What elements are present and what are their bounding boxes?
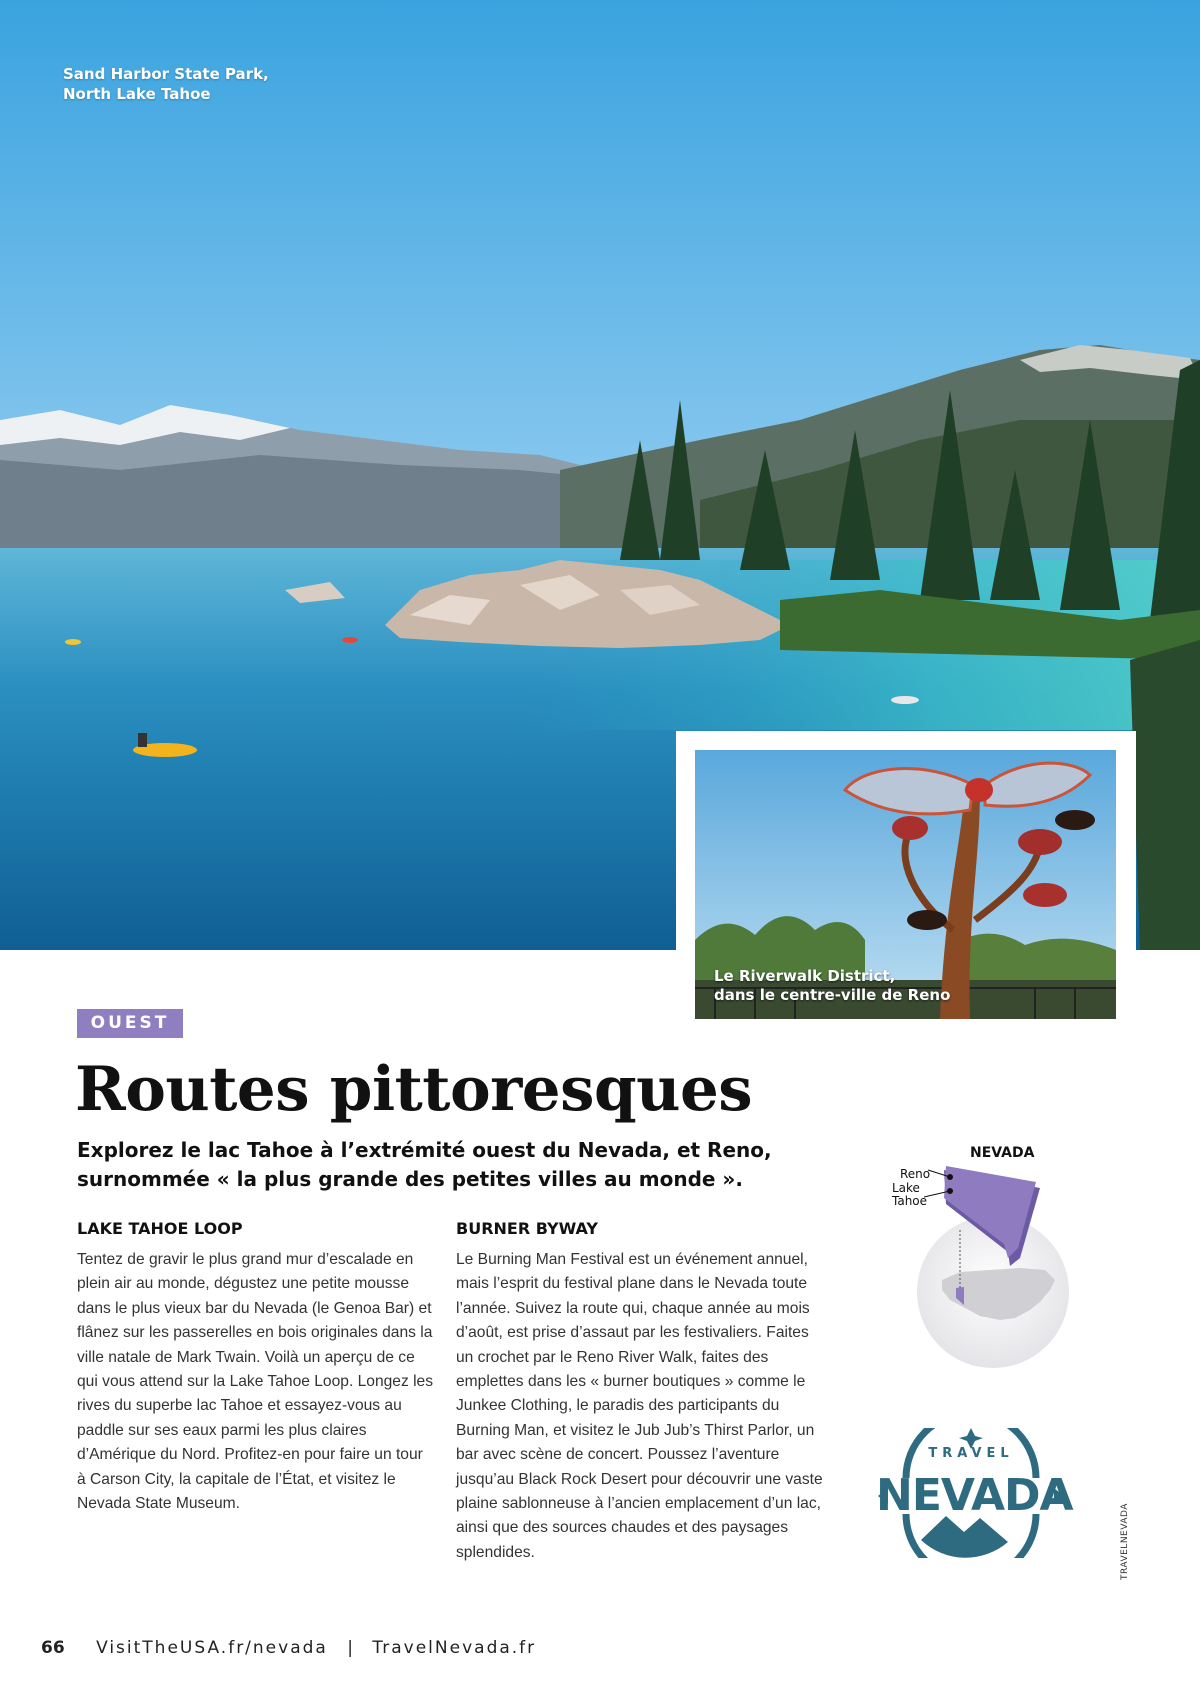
logo-travel-text: TRAVEL <box>928 1446 1014 1461</box>
section-tag: OUEST <box>77 1009 183 1038</box>
article-column-burner-byway <box>456 1218 824 1565</box>
map-label-lake-line1: Lake <box>892 1181 920 1195</box>
inset-caption <box>714 967 1034 1005</box>
map-label-lake-tahoe <box>892 1182 927 1208</box>
inset-photo-frame <box>676 731 1136 1028</box>
map-label-reno: Reno <box>900 1167 931 1181</box>
footer-link-visittheusa[interactable]: VisitTheUSA.fr/nevada <box>96 1638 328 1658</box>
hero-caption-line1: Sand Harbor State Park, <box>63 65 269 83</box>
column-body: Le Burning Man Festival est un événement annuel, mais l’esprit du festival plane dans le Nevada toute l’année. Suivez la route qui, chaque année au mois d’août, est prise d’assaut par les festivaliers. Faites un crochet par le Reno River Walk, faites des emplettes dans les « burner boutiques » comme le Junkee Clothing, le paradis des participants du Burning Man, et visitez le Jub Jub’s Thirst Parlor, un bar avec scène de concert. Poussez l’aventure jusqu’au Black Rock Desert pour découvrir une vaste plaine sablonneuse à l’ancien emplacement d’un lac, ainsi que des sources chaudes et des paysages splendides. <box>456 1251 823 1561</box>
hero-caption-line2: North Lake Tahoe <box>63 85 211 103</box>
nevada-locator-map <box>880 1140 1080 1370</box>
column-body: Tentez de gravir le plus grand mur d’escalade en plein air au monde, dégustez une petite mousse dans le plus vieux bar du Nevada (le Genoa Bar) et flânez sur les passerelles en bois originales dans la ville natale de Mark Twain. Voilà un aperçu de ce qui vous attend sur la Lake Tahoe Loop. Longez les rives du superbe lac Tahoe et essayez-vous au paddle sur ses eaux parmi les plus claires d’Amérique du Nord. Profitez-en pour faire un tour à Carson City, la capitale de l’État, et visitez le Nevada State Museum. <box>77 1251 434 1513</box>
inset-photo <box>695 750 1116 1019</box>
article-column-lake-tahoe-loop <box>77 1218 435 1516</box>
footer-separator: | <box>347 1638 353 1658</box>
logo-nevada-text: NEVADA <box>876 1470 1073 1521</box>
map-label-nevada: NEVADA <box>970 1145 1035 1161</box>
footer-link-travelnevada[interactable]: TravelNevada.fr <box>372 1638 537 1658</box>
side-credit: TRAVELNEVADA <box>1120 1503 1130 1580</box>
page-number: 66 <box>41 1638 65 1658</box>
column-heading: LAKE TAHOE LOOP <box>77 1219 243 1238</box>
inset-caption-line1: Le Riverwalk District, <box>714 967 896 985</box>
hero-caption <box>63 64 383 104</box>
inset-caption-line2: dans le centre-ville de Reno <box>714 986 951 1004</box>
column-heading: BURNER BYWAY <box>456 1219 598 1238</box>
map-label-lake-line2: Tahoe <box>892 1194 928 1208</box>
page-title: Routes pittoresques <box>75 1054 753 1125</box>
lead-paragraph: Explorez le lac Tahoe à l’extrémité ouest du Nevada, et Reno, surnommée « la plus grande des petites villes au monde ». <box>77 1138 772 1191</box>
travel-nevada-logo <box>876 1428 1073 1558</box>
page-footer <box>41 1638 536 1658</box>
